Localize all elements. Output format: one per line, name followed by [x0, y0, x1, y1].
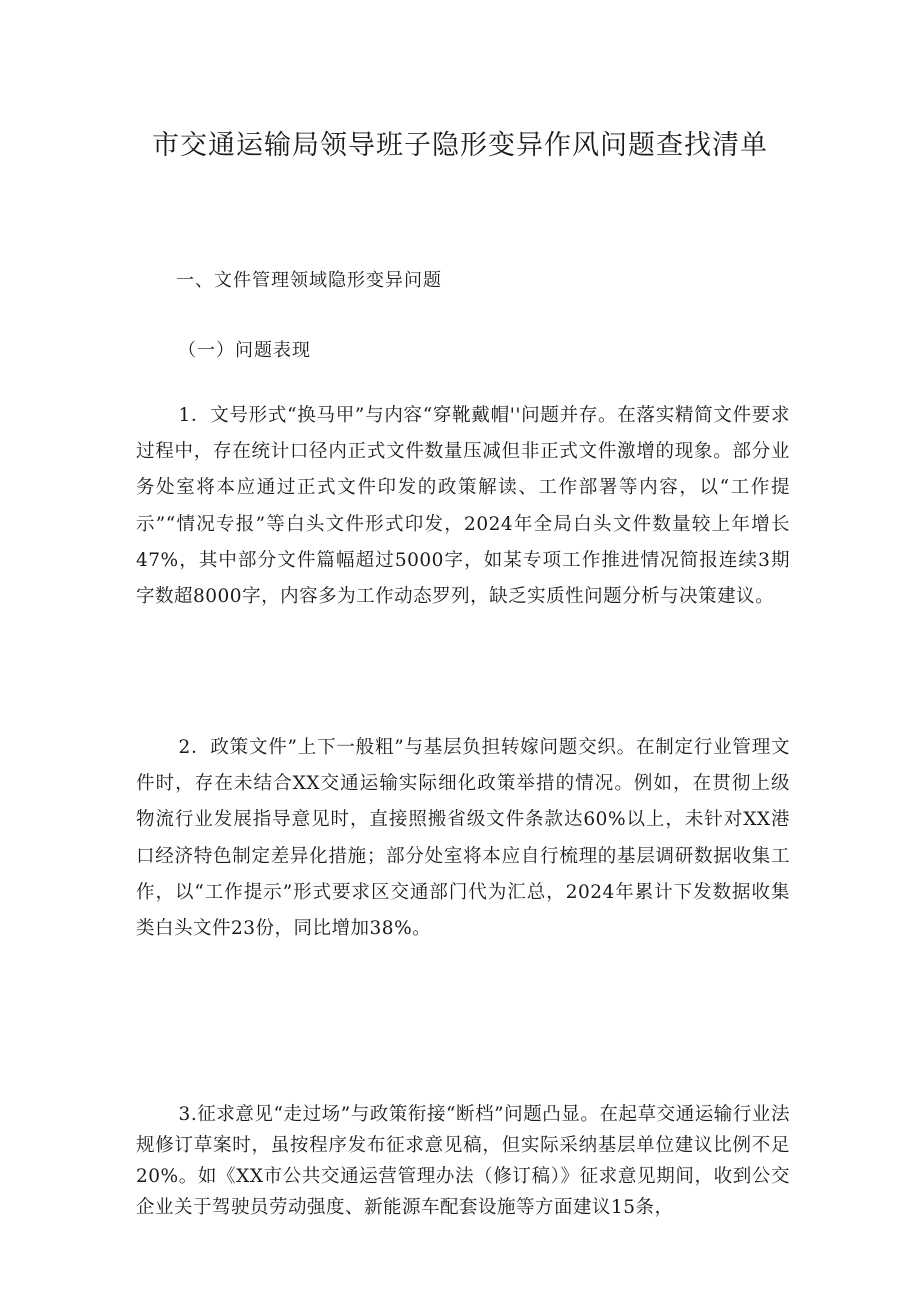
document-title: 市交通运输局领导班子隐形变异作风问题查找清单: [152, 130, 768, 161]
paragraph-1-text: 1．文号形式“换马甲”与内容“穿靴戴帽''问题并存。在落实精简文件要求过程中，存在统计口径内正式文件数量压减但非正式文件激增的现象。部分业务处室将本应通过正式文件印发的政策解读、工作部署等内容，以“工作提示”“情况专报”等白头文件形式印发，2024年全局白头文件数量较上年增长47%，其中部分文件篇幅超过5000字，如某专项工作推进情况简报连续3期字数超8000字，内容多为工作动态罗列，缺乏实质性问题分析与决策建议。: [136, 405, 790, 608]
paragraph-2-text: 2．政策文件”上下一般粗”与基层负担转嫁问题交织。在制定行业管理文件时，存在未结合XX交通运输实际细化政策举措的情况。例如，在贯彻上级物流行业发展指导意见时，直接照搬省级文件条款达60%以上，未针对XX港口经济特色制定差异化措施；部分处室将本应自行梳理的基层调研数据收集工作，以“工作提示”形式要求区交通部门代为汇总，2024年累计下发数据收集类白头文件23份，同比增加38%。: [136, 737, 790, 940]
paragraph-1: [136, 398, 790, 615]
paragraph-3: [136, 1099, 790, 1223]
paragraph-2: [136, 730, 790, 947]
section-heading: 一、文件管理领域隐形变异问题: [176, 270, 442, 291]
paragraph-3-text: 3.征求意见“走过场”与政策衔接“断档”问题凸显。在起草交通运输行业法规修订草案时，虽按程序发布征求意见稿，但实际采纳基层单位建议比例不足20%。如《XX市公共交通运营管理办法（修订稿）》征求意见期间，收到公交企业关于驾驶员劳动强度、新能源车配套设施等方面建议15条，: [136, 1104, 790, 1218]
subsection-heading: （一）问题表现: [178, 340, 311, 361]
